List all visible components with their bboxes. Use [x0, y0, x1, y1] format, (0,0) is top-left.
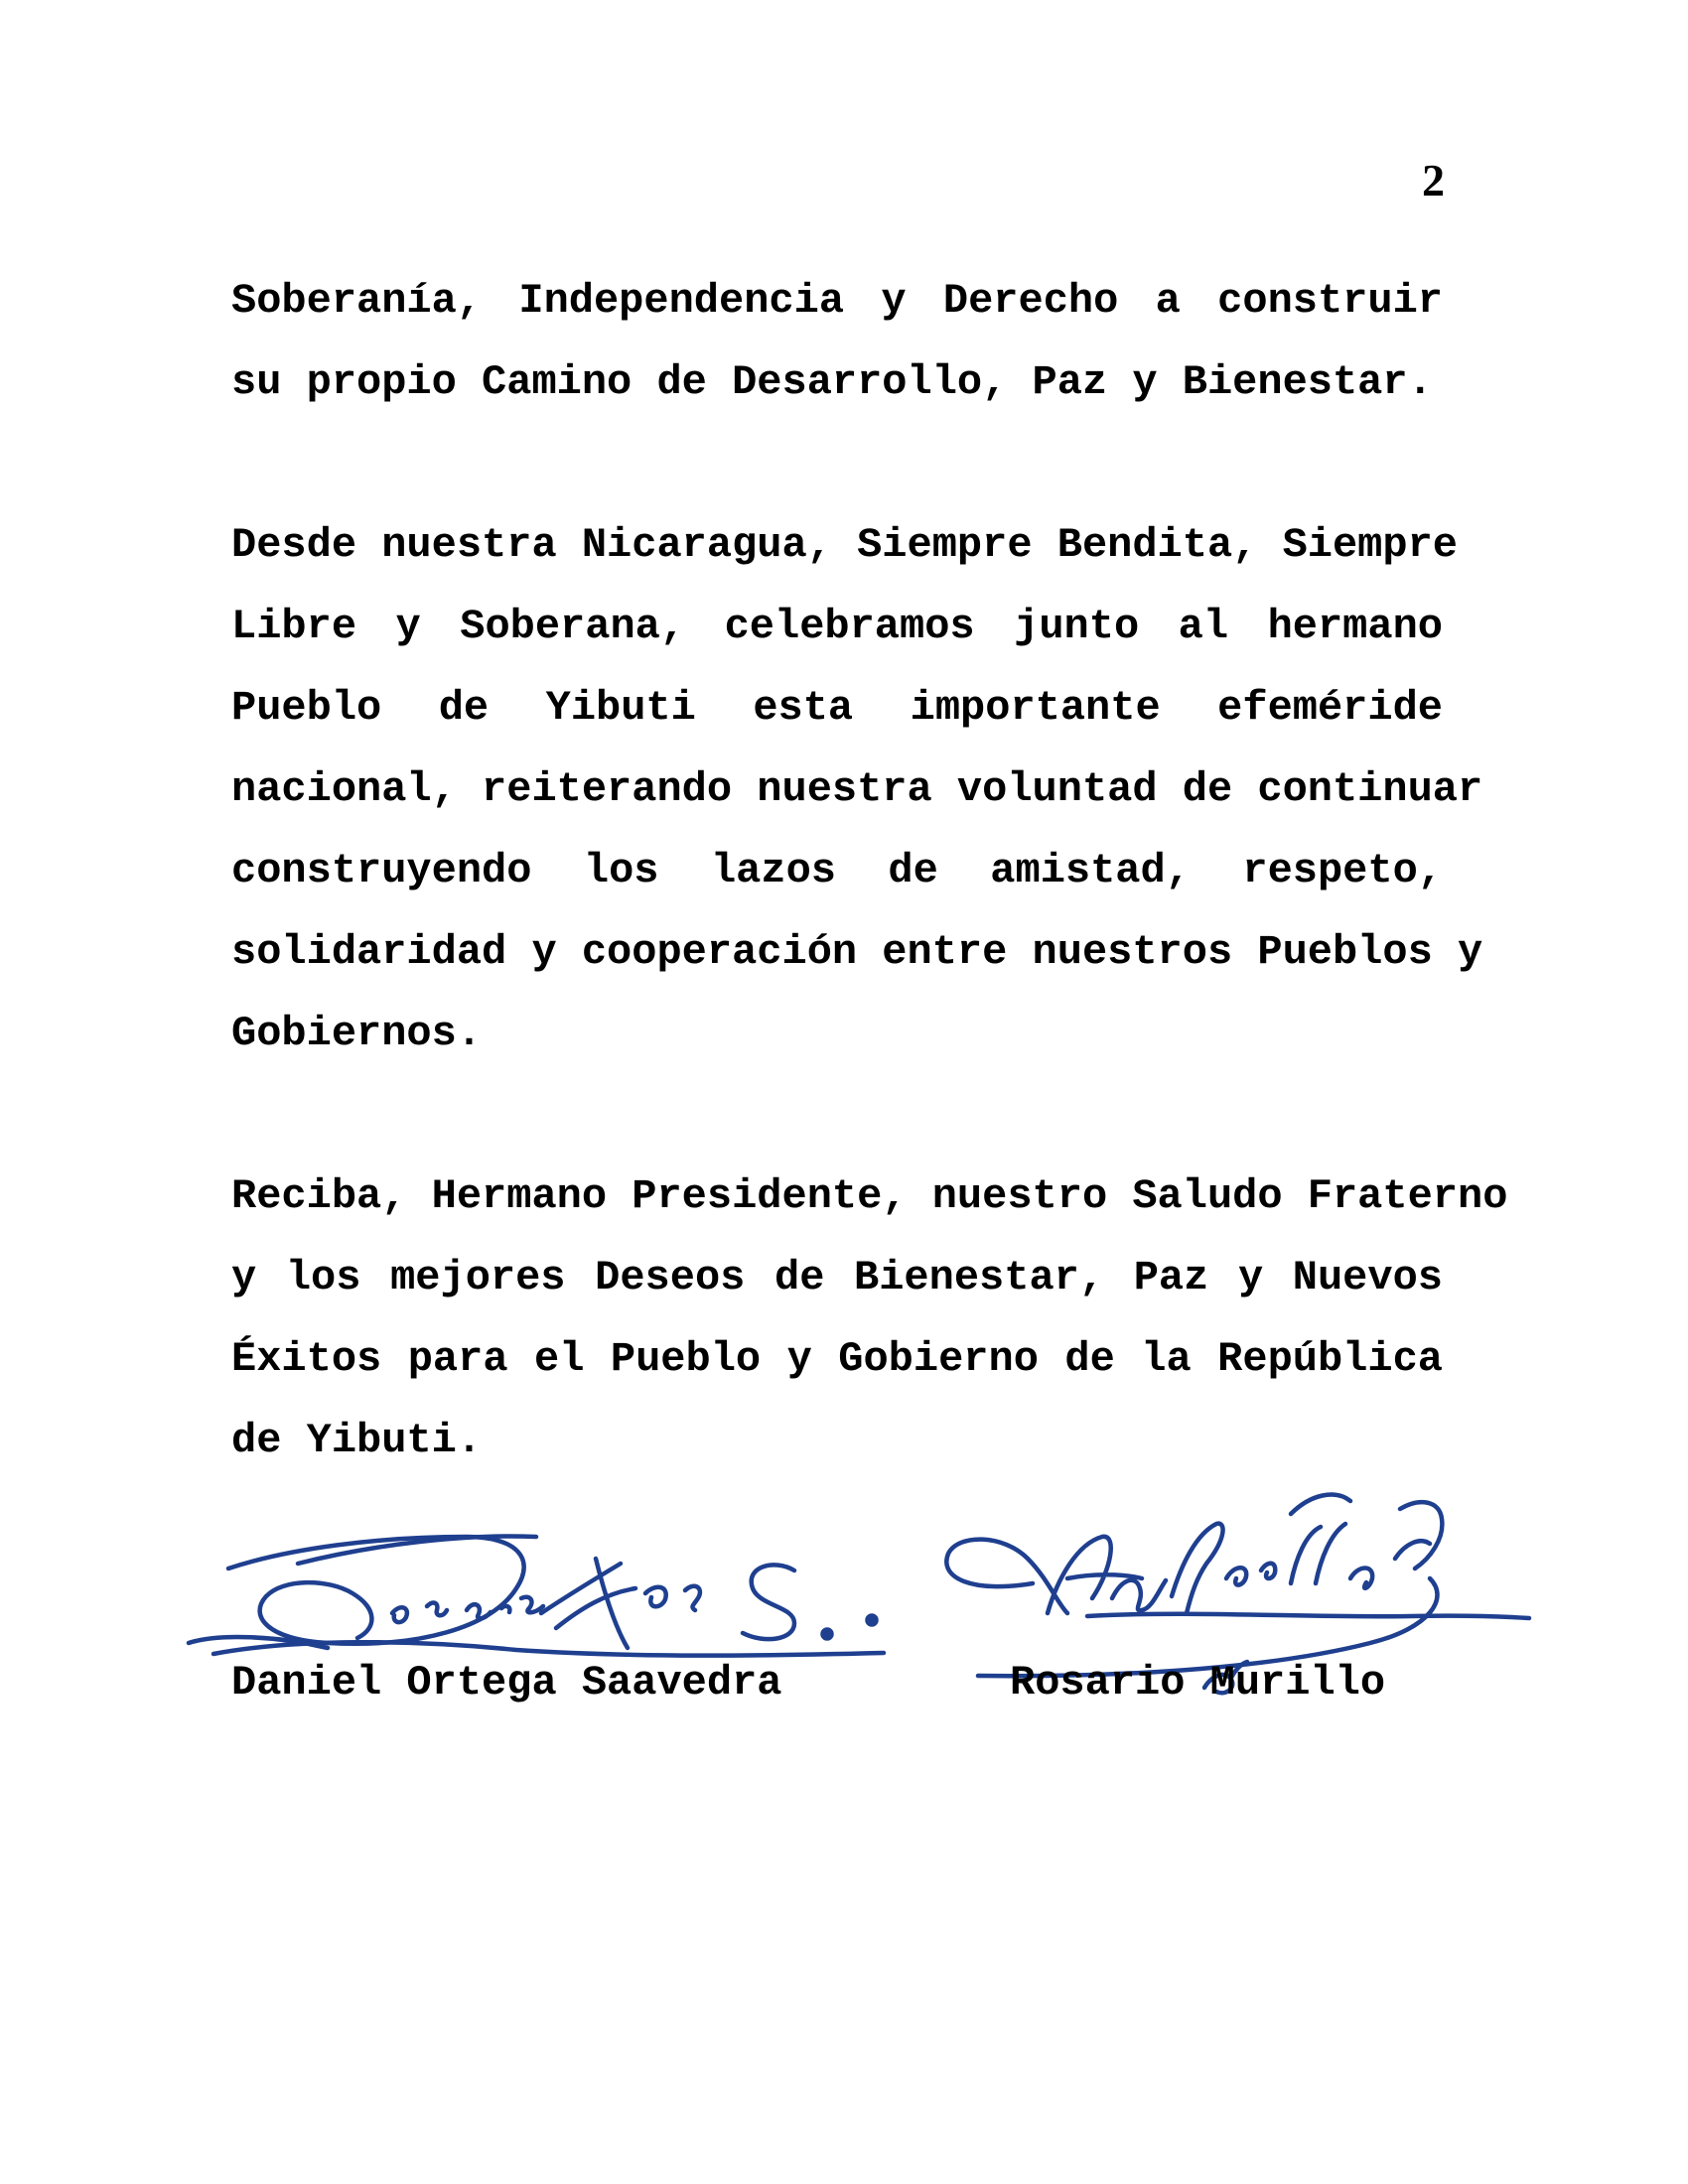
- paragraph-line: construyendo los lazos de amistad, respeto,: [231, 847, 1443, 894]
- signature-stroke: [946, 1540, 1067, 1613]
- signature-stroke: [541, 1559, 635, 1648]
- paragraph-line: nacional, reiterando nuestra voluntad de continuar: [231, 765, 1483, 813]
- signature-stroke: [1395, 1541, 1430, 1559]
- signature-stroke: [228, 1537, 524, 1644]
- signature-stroke: [213, 1642, 884, 1655]
- signature-stroke: [392, 1597, 543, 1622]
- paragraph-line: Gobiernos.: [231, 1010, 483, 1057]
- paragraph-line: Desde nuestra Nicaragua, Siempre Bendita, Siempre: [231, 521, 1459, 569]
- paragraph-line: su propio Camino de Desarrollo, Paz y Bienestar.: [231, 358, 1433, 406]
- signature-dot: [868, 1616, 877, 1625]
- paragraph-line: Éxitos para el Pueblo y Gobierno de la República: [231, 1335, 1443, 1383]
- paragraph-line: Soberanía, Independencia y Derecho a construir: [231, 277, 1443, 325]
- page-number: 2: [1422, 155, 1445, 205]
- signature-stroke: [1226, 1564, 1275, 1585]
- paragraph-line: de Yibuti.: [231, 1417, 483, 1464]
- paragraph-line: Reciba, Hermano Presidente, nuestro Saludo Fraterno: [231, 1172, 1508, 1220]
- signature-stroke: [1172, 1524, 1223, 1613]
- signature-stroke: [1087, 1614, 1529, 1618]
- signature-dot: [823, 1630, 832, 1639]
- paragraph-line: Libre y Soberana, celebramos junto al hermano: [231, 603, 1443, 650]
- paragraph-line: y los mejores Deseos de Bienestar, Paz y Nuevos: [231, 1254, 1443, 1301]
- signature-stroke: [743, 1565, 794, 1639]
- signature-stroke: [298, 1536, 536, 1564]
- signer-name-right: Rosario Murillo: [1010, 1659, 1386, 1706]
- paragraph-1: [231, 260, 1443, 423]
- signature-stroke: [1291, 1495, 1442, 1569]
- signer-name-left: Daniel Ortega Saavedra: [231, 1659, 782, 1706]
- paragraph-3: [231, 1156, 1508, 1481]
- signature-stroke: [1112, 1580, 1166, 1611]
- paragraph-line: Pueblo de Yibuti esta importante efeméride: [231, 684, 1443, 732]
- signature-left: [189, 1536, 884, 1655]
- paragraph-2: [231, 504, 1483, 1074]
- signature-stroke: [1291, 1524, 1372, 1588]
- signature-stroke: [189, 1637, 328, 1648]
- signature-stroke: [645, 1586, 700, 1610]
- signature-stroke: [1048, 1537, 1142, 1613]
- paragraph-line: solidaridad y cooperación entre nuestros Pueblos y: [231, 928, 1483, 976]
